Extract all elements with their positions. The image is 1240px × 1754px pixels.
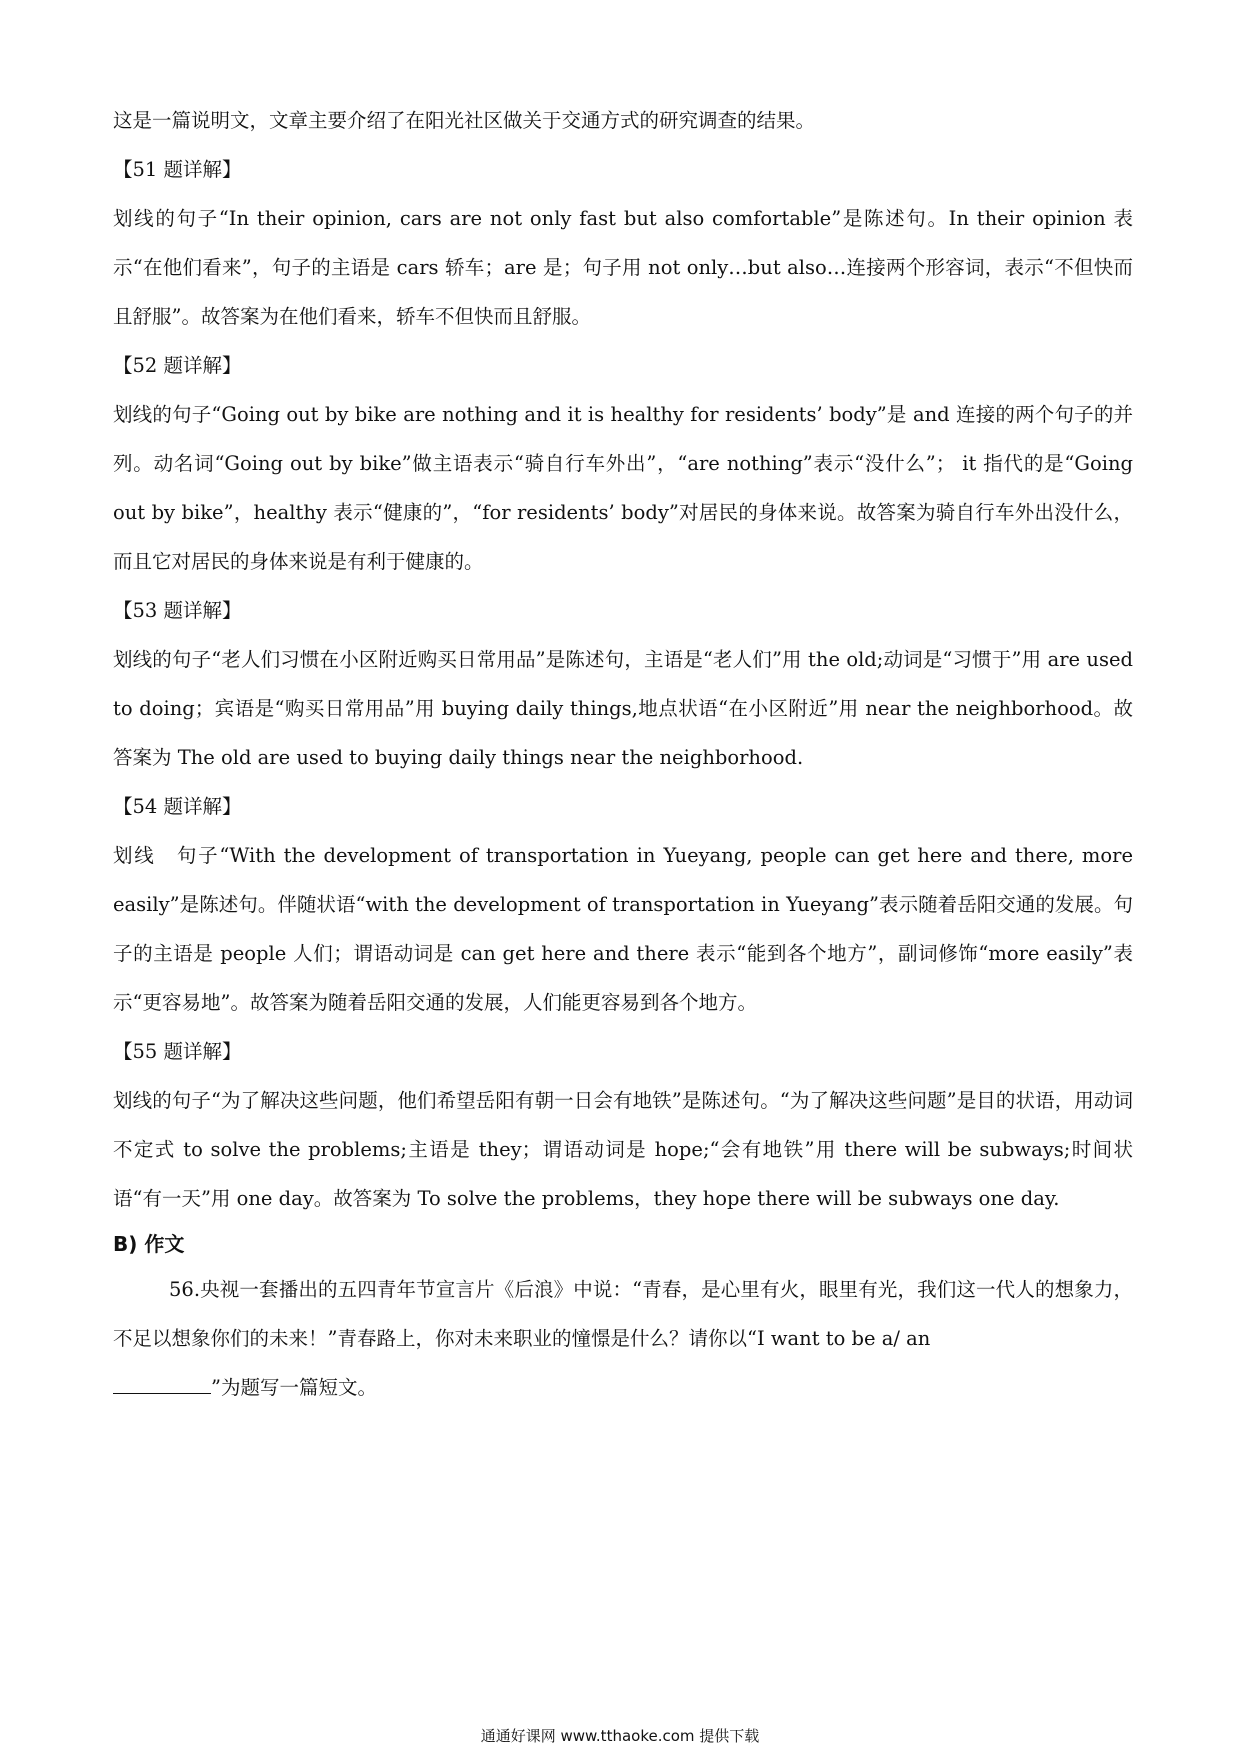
q55-heading: 【55 题详解】 [113,1040,242,1063]
page-footer: 通通好课网 www.tthaoke.com 提供下载 [480,1727,760,1745]
q54-explanation: 划线 句子“With the development of transportation in Yueyang, people can get here and there, more easily”是陈述句。伴随状语“with the development of transportation in Yueyang”表示随着岳阳交通的发展。句子的主语是 people 人们；谓语动词是 can get here and there 表示“能到各个地方”，副词修饰“more easily”表示“更容易地”。故答案为随着岳阳交通的发展，人们能更容易到各个地方。 [113,844,1133,1014]
q52-explanation: 划线的句子“Going out by bike are nothing and it is healthy for residents’ body”是 and 连接的两个句子的并列。动名词“Going out by bike”做主语表示“骑自行车外出”，“are nothing”表示“没什么”； it 指代的是“Going out by bike”，healthy 表示“健康的”，“for residents’ body”对居民的身体来说。故答案为骑自行车外出没什么，而且它对居民的身体来说是有利于健康的。 [113,403,1133,573]
q52-heading: 【52 题详解】 [113,354,242,377]
q53-heading: 【53 题详解】 [113,599,242,622]
section-b-heading: B) 作文 [113,1232,185,1256]
intro-paragraph: 这是一篇说明文，文章主要介绍了在阳光社区做关于交通方式的研究调查的结果。 [113,109,816,132]
q51-heading: 【51 题详解】 [113,158,242,181]
q55-explanation: 划线的句子“为了解决这些问题，他们希望岳阳有朝一日会有地铁”是陈述句。“为了解决这些问题”是目的状语，用动词不定式 to solve the problems;主语是 they；谓语动词是 hope;“会有地铁”用 there will be subways;时间状语“有一天”用 one day。故答案为 To solve the problems，they hope there will be subways one day. [113,1089,1133,1210]
q56-prompt-end: ”为题写一篇短文。 [211,1376,377,1399]
q54-heading: 【54 题详解】 [113,795,242,818]
q51-explanation: 划线的句子“In their opinion, cars are not only fast but also comfortable”是陈述句。In their opinion 表示“在他们看来”，句子的主语是 cars 轿车；are 是；句子用 not only…but also…连接两个形容词，表示“不但快而且舒服”。故答案为在他们看来，轿车不但快而且舒服。 [113,207,1133,328]
title-blank [113,1375,211,1394]
q53-explanation: 划线的句子“老人们习惯在小区附近购买日常用品”是陈述句，主语是“老人们”用 the old;动词是“习惯于”用 are used to doing；宾语是“购买日常用品”用 buying daily things,地点状语“在小区附近”用 near the neighborhood。故答案为 The old are used to buying daily things near the neighborhood. [113,648,1133,769]
q56-writing-task [113,1265,1133,1412]
q56-prompt: 56.央视一套播出的五四青年节宣言片《后浪》中说：“青春，是心里有火，眼里有光，我们这一代人的想象力，不足以想象你们的未来！”青春路上，你对未来职业的憧憬是什么？请你以“I want to be a/ an [113,1278,1133,1350]
document-body [113,96,1133,1412]
